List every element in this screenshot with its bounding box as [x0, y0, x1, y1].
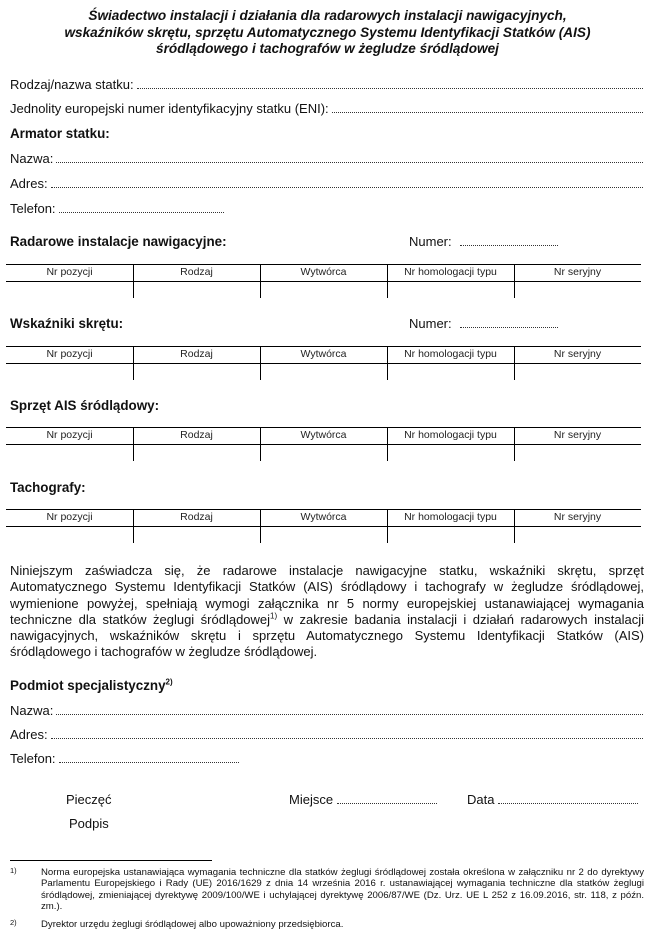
col-position: Nr pozycji: [46, 511, 93, 523]
date-row: [467, 792, 638, 808]
col-type: Rodzaj: [180, 266, 213, 278]
col-homologation: Nr homologacji typu: [404, 348, 497, 360]
owner-address-field[interactable]: [51, 176, 643, 188]
specialist-address-label: Adres:: [10, 727, 48, 742]
certification-text-1: Niniejszym zaświadcza się, że radarowe instalacje nawigacyjne statku, wskaźniki skrętu, sprzęt Automatycznego Systemu Identyfikacji Statków (AIS) śródlądowy i tachografy w żegludze śródlądowej, wymienione powyżej, spełniają wymogi załącznika nr 5 normy europejskiej ustanawiającej wymagania techniczne dla statków żeglugi śródlądowej: [10, 563, 644, 627]
col-manufacturer: Wytwórca: [300, 511, 347, 523]
col-homologation: Nr homologacji typu: [404, 266, 497, 278]
specialist-address-row: [10, 727, 643, 743]
col-serial: Nr seryjny: [553, 511, 602, 523]
vessel-eni-row: [10, 101, 643, 117]
specialist-name-label: Nazwa:: [10, 703, 54, 718]
specialist-phone-label: Telefon:: [10, 751, 56, 766]
footnote-1: [10, 867, 644, 913]
specialist-phone-row: [10, 751, 643, 767]
vessel-name-label: Rodzaj/nazwa statku:: [10, 77, 134, 92]
vessel-eni-field[interactable]: [332, 101, 643, 113]
ais-heading: Sprzęt AIS śródlądowy:: [10, 398, 160, 413]
owner-phone-row: [10, 201, 643, 217]
footnote-1-mark: 1): [10, 866, 17, 875]
turn-number-label: Numer:: [409, 316, 452, 331]
title-line-2: wskaźników skrętu, sprzętu Automatycznego Systemu Identyfikacji Statków (AIS): [64, 24, 591, 40]
turn-heading: Wskaźniki skrętu:: [10, 316, 124, 331]
place-field[interactable]: [337, 792, 437, 804]
owner-address-label: Adres:: [10, 176, 48, 191]
owner-phone-label: Telefon:: [10, 201, 56, 216]
owner-heading: Armator statku:: [10, 126, 110, 141]
col-type: Rodzaj: [180, 511, 213, 523]
footnote-2-text: Dyrektor urzędu żeglugi śródlądowej albo upoważniony przedsiębiorca.: [41, 919, 344, 930]
vessel-name-row: [10, 77, 643, 93]
date-field[interactable]: [498, 792, 638, 804]
place-row: [289, 792, 437, 808]
tacho-table: [6, 509, 641, 543]
radar-number-row: [409, 234, 558, 250]
specialist-name-row: [10, 703, 643, 719]
col-serial: Nr seryjny: [553, 266, 602, 278]
tacho-heading: Tachografy:: [10, 480, 86, 495]
owner-name-row: [10, 151, 643, 167]
radar-heading: Radarowe instalacje nawigacyjne:: [10, 234, 227, 249]
turn-table: [6, 346, 641, 380]
signature-label: Podpis: [69, 816, 109, 831]
document-title: [0, 8, 655, 58]
col-type: Rodzaj: [180, 429, 213, 441]
footnote-ref-1: 1): [270, 611, 278, 621]
footnote-2-mark: 2): [10, 918, 17, 927]
col-position: Nr pozycji: [46, 266, 93, 278]
col-manufacturer: Wytwórca: [300, 348, 347, 360]
vessel-name-field[interactable]: [137, 77, 643, 89]
col-type: Rodzaj: [180, 348, 213, 360]
radar-number-label: Numer:: [409, 234, 452, 249]
radar-table: [6, 264, 641, 298]
stamp-label: Pieczęć: [66, 792, 112, 807]
owner-address-row: [10, 176, 643, 192]
place-label: Miejsce: [289, 792, 334, 807]
col-position: Nr pozycji: [46, 348, 93, 360]
title-line-1: Świadectwo instalacji i działania dla radarowych instalacji nawigacyjnych,: [88, 8, 567, 23]
turn-number-row: [409, 316, 558, 332]
footnote-divider: [10, 860, 212, 861]
radar-number-field[interactable]: [460, 234, 558, 246]
footnote-2: [10, 919, 644, 930]
certification-paragraph: [10, 563, 644, 661]
col-manufacturer: Wytwórca: [300, 266, 347, 278]
col-homologation: Nr homologacji typu: [404, 429, 497, 441]
specialist-address-field[interactable]: [51, 727, 643, 739]
title-line-3: śródlądowego i tachografów w żegludze śródlądowej: [156, 41, 499, 56]
specialist-phone-field[interactable]: [59, 751, 239, 763]
col-homologation: Nr homologacji typu: [404, 511, 497, 523]
specialist-name-field[interactable]: [56, 703, 643, 715]
ais-table: [6, 427, 641, 461]
specialist-heading-text: Podmiot specjalistyczny: [10, 678, 166, 693]
col-serial: Nr seryjny: [553, 348, 602, 360]
owner-name-field[interactable]: [56, 151, 643, 163]
certification-text-2: w zakresie badania instalacji i działań radarowych instalacji nawigacyjnych, wskaźników skrętu i sprzętu Automatycznego Systemu Identyfikacji Statków (AIS) śródlądowego i tachografów w żegludze śródlądowej.: [10, 611, 644, 660]
col-manufacturer: Wytwórca: [300, 429, 347, 441]
date-label: Data: [467, 792, 495, 807]
turn-number-field[interactable]: [460, 316, 558, 328]
vessel-eni-label: Jednolity europejski numer identyfikacyjny statku (ENI):: [10, 101, 329, 116]
col-position: Nr pozycji: [46, 429, 93, 441]
specialist-heading: [10, 678, 173, 694]
footnote-1-text: Norma europejska ustanawiająca wymagania techniczne dla statków żeglugi śródlądowej została określona w załączniku nr 2 do dyrektywy Parlamentu Europejskiego i Rady (UE) 2016/1629 z dnia 14 września 2016 r. ustanawiającej wymagania techniczne dla statków żeglugi śródlądowej, zmieniającej dyrektywę 2009/100/WE i uchylającej dyrektywę 2006/87/WE (Dz. Urz. UE L 252 z 16.09.2016, str. 118, z późn. zm.).: [41, 867, 644, 913]
owner-phone-field[interactable]: [59, 201, 224, 213]
owner-name-label: Nazwa:: [10, 151, 54, 166]
col-serial: Nr seryjny: [553, 429, 602, 441]
footnote-ref-2: 2): [165, 677, 173, 687]
